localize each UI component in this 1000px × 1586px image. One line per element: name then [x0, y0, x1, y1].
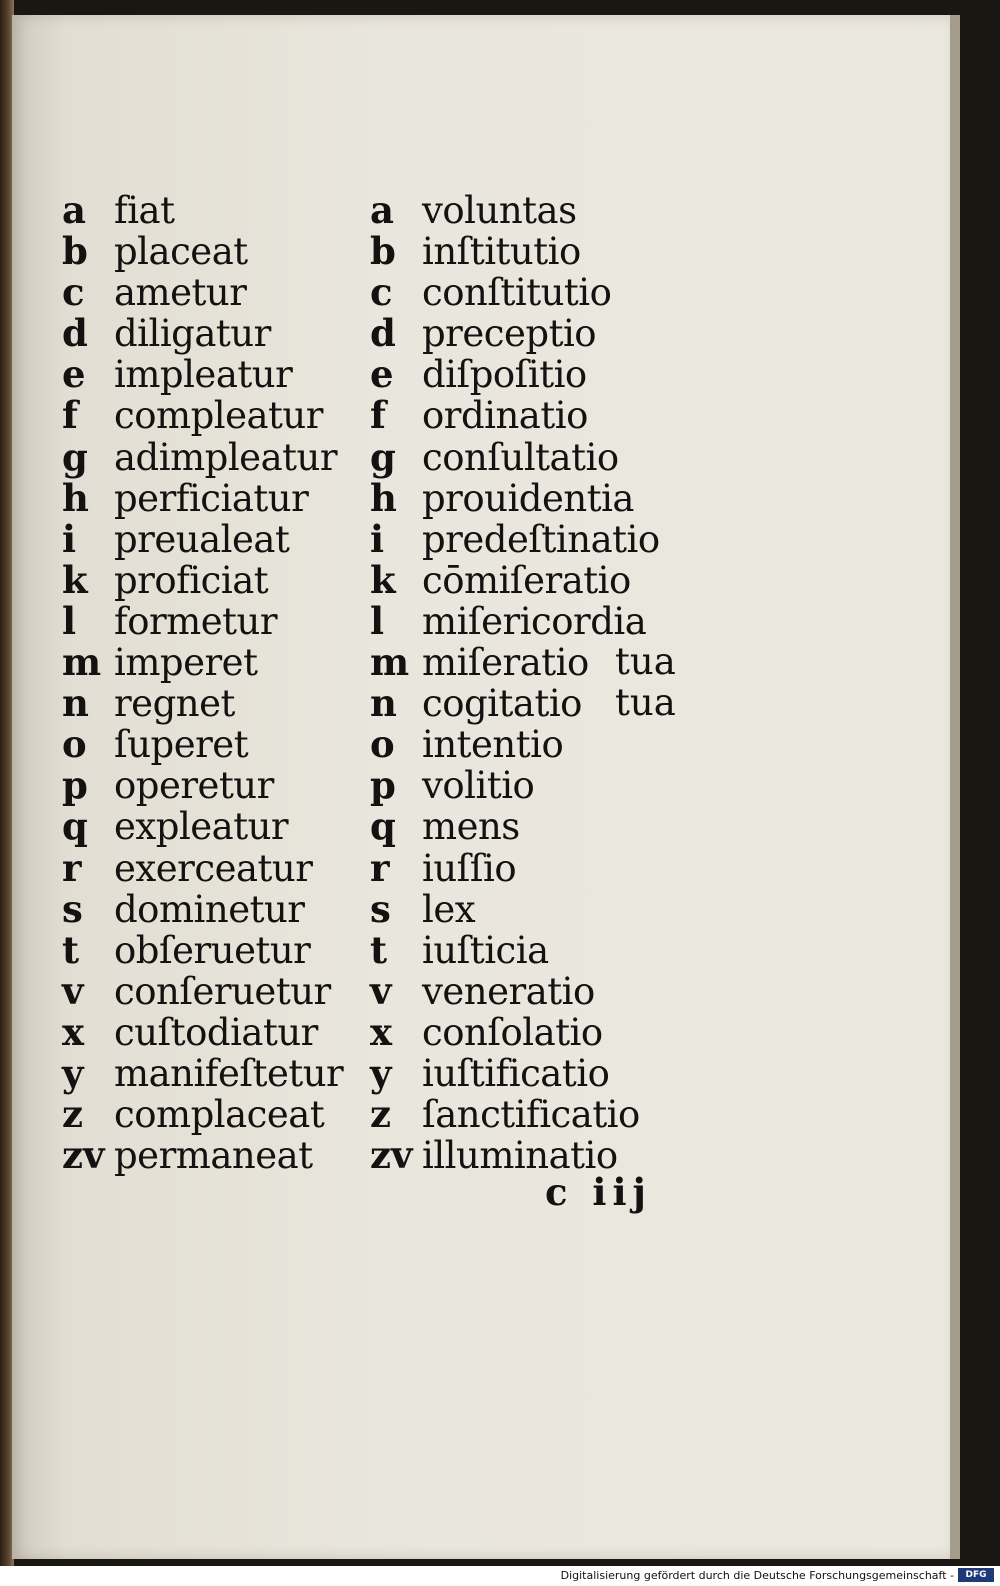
row-letter: t	[370, 927, 388, 972]
row-letter: a	[62, 188, 86, 232]
list-row	[370, 475, 660, 520]
row-letter: v	[62, 968, 84, 1013]
list-row	[370, 434, 660, 479]
row-letter: e	[370, 352, 394, 397]
list-row	[62, 763, 343, 808]
list-row	[370, 393, 660, 438]
list-row	[62, 311, 343, 356]
row-letter: m	[62, 640, 102, 685]
row-letter: p	[62, 763, 88, 808]
list-row	[370, 681, 676, 726]
row-word: imperet	[114, 641, 258, 685]
row-letter: z	[62, 1092, 84, 1137]
row-letter: c	[370, 270, 393, 315]
row-word: complaceat	[114, 1093, 325, 1137]
row-letter: p	[370, 763, 396, 808]
row-word: iuſtificatio	[422, 1051, 610, 1095]
row-letter: l	[370, 598, 385, 643]
list-row	[370, 640, 676, 685]
list-row	[62, 722, 343, 767]
row-letter: y	[370, 1050, 392, 1095]
row-word: obſeruetur	[114, 928, 311, 972]
row-word: placeat	[114, 230, 248, 274]
row-suffix: tua	[615, 681, 676, 725]
row-letter: a	[370, 188, 394, 232]
row-word: ſanctificatio	[422, 1093, 640, 1137]
row-letter: x	[370, 1009, 393, 1054]
row-letter: r	[62, 845, 82, 890]
row-word: proficiat	[114, 558, 269, 602]
row-word: exerceatur	[114, 846, 313, 890]
list-row	[370, 1050, 660, 1095]
row-word: miſeratio	[422, 641, 589, 685]
row-letter: d	[370, 311, 396, 356]
list-row	[370, 311, 660, 356]
row-word: expleatur	[114, 805, 289, 849]
list-row	[62, 681, 343, 726]
list-row	[62, 598, 343, 643]
list-row	[370, 557, 660, 602]
list-row	[62, 188, 343, 232]
row-word: perficiatur	[114, 476, 309, 520]
signature-mark: c iij	[545, 1170, 652, 1214]
row-letter: c	[62, 270, 85, 315]
row-letter: i	[62, 516, 77, 561]
list-row	[370, 1133, 660, 1178]
row-word: conſeruetur	[114, 969, 331, 1013]
list-row	[62, 927, 343, 972]
list-row	[370, 722, 660, 767]
list-row	[62, 434, 343, 479]
row-letter: s	[370, 886, 391, 931]
list-row	[370, 516, 660, 561]
list-row	[62, 229, 343, 274]
row-letter: b	[370, 229, 396, 274]
row-word: predeſtinatio	[422, 517, 660, 561]
row-word: cuſtodiatur	[114, 1010, 318, 1054]
list-row	[62, 1050, 344, 1095]
footer-credit: Digitalisierung gefördert durch die Deutsche Forschungsgemeinschaft -	[560, 1569, 954, 1582]
list-row	[62, 1092, 343, 1137]
row-letter: f	[370, 393, 386, 438]
row-suffix: tua	[615, 640, 676, 684]
row-letter: zv	[370, 1133, 413, 1178]
row-letter: o	[370, 722, 395, 767]
row-word: compleatur	[114, 394, 323, 438]
list-row	[62, 270, 343, 315]
list-row	[370, 188, 660, 232]
row-word: prouidentia	[422, 476, 634, 520]
row-word: veneratio	[422, 969, 595, 1013]
row-word: conſolatio	[422, 1010, 603, 1054]
row-word: lex	[422, 887, 476, 931]
list-row	[62, 845, 343, 890]
right-word-list	[370, 188, 676, 1178]
row-word: iuſticia	[422, 928, 549, 972]
row-letter: n	[370, 681, 397, 726]
row-letter: r	[370, 845, 390, 890]
row-letter: f	[62, 393, 78, 438]
row-word: diſpoſitio	[422, 353, 587, 397]
list-row	[370, 598, 660, 643]
row-word: intentio	[422, 723, 564, 767]
row-word: inſtitutio	[422, 230, 581, 274]
list-row	[370, 229, 660, 274]
row-word: impleatur	[114, 353, 293, 397]
row-word: cōmiſeratio	[422, 558, 631, 602]
list-row	[370, 270, 660, 315]
list-row	[62, 475, 343, 520]
row-letter: i	[370, 516, 385, 561]
row-word: dominetur	[114, 887, 305, 931]
row-word: miſericordia	[422, 599, 647, 643]
list-row	[62, 1009, 343, 1054]
row-word: ametur	[114, 271, 247, 315]
row-letter: d	[62, 311, 88, 356]
row-letter: b	[62, 229, 88, 274]
row-letter: s	[62, 886, 83, 931]
row-word: ordinatio	[422, 394, 588, 438]
row-word: ſuperet	[114, 723, 249, 767]
row-letter: x	[62, 1009, 85, 1054]
list-row	[370, 352, 660, 397]
row-word: cogitatio	[422, 682, 582, 726]
row-letter: l	[62, 598, 77, 643]
list-row	[62, 557, 343, 602]
page-edge	[950, 15, 960, 1559]
list-row	[370, 968, 660, 1013]
row-letter: zv	[62, 1133, 105, 1178]
row-word: illuminatio	[422, 1134, 618, 1178]
list-row	[62, 1133, 343, 1178]
row-word: manifeſtetur	[114, 1051, 344, 1095]
list-row	[62, 886, 343, 931]
row-letter: t	[62, 927, 80, 972]
row-word: adimpleatur	[114, 435, 338, 479]
list-row	[370, 845, 660, 890]
list-row	[62, 640, 343, 685]
left-word-list	[62, 188, 344, 1178]
row-letter: z	[370, 1092, 392, 1137]
row-word: operetur	[114, 764, 274, 808]
row-letter: q	[370, 804, 396, 849]
row-letter: k	[370, 557, 396, 602]
row-word: iuſſio	[422, 846, 517, 890]
row-word: permaneat	[114, 1134, 313, 1178]
row-letter: k	[62, 557, 88, 602]
list-row	[62, 393, 343, 438]
row-letter: h	[370, 475, 397, 520]
row-word: formetur	[114, 599, 278, 643]
list-row	[370, 1092, 660, 1137]
row-letter: q	[62, 804, 88, 849]
row-letter: m	[370, 640, 410, 685]
list-row	[62, 968, 343, 1013]
row-word: preceptio	[422, 312, 597, 356]
row-word: volitio	[422, 764, 535, 808]
row-letter: h	[62, 475, 89, 520]
row-letter: y	[62, 1050, 84, 1095]
dfg-logo: DFG	[958, 1568, 994, 1582]
row-word: diligatur	[114, 312, 271, 356]
row-word: conſultatio	[422, 435, 619, 479]
row-letter: e	[62, 352, 86, 397]
list-row	[62, 804, 343, 849]
list-row	[370, 804, 660, 849]
list-row	[62, 352, 343, 397]
row-word: preualeat	[114, 517, 290, 561]
list-row	[370, 886, 660, 931]
row-letter: g	[370, 434, 396, 479]
row-word: voluntas	[422, 189, 577, 232]
row-word: conſtitutio	[422, 271, 612, 315]
row-word: regnet	[114, 682, 235, 726]
row-letter: v	[370, 968, 392, 1013]
list-row	[370, 927, 660, 972]
list-row	[370, 1009, 660, 1054]
row-word: mens	[422, 805, 520, 849]
row-word: fiat	[114, 189, 175, 232]
row-letter: n	[62, 681, 89, 726]
row-letter: o	[62, 722, 87, 767]
row-letter: g	[62, 434, 88, 479]
list-row	[62, 516, 343, 561]
list-row	[370, 763, 660, 808]
